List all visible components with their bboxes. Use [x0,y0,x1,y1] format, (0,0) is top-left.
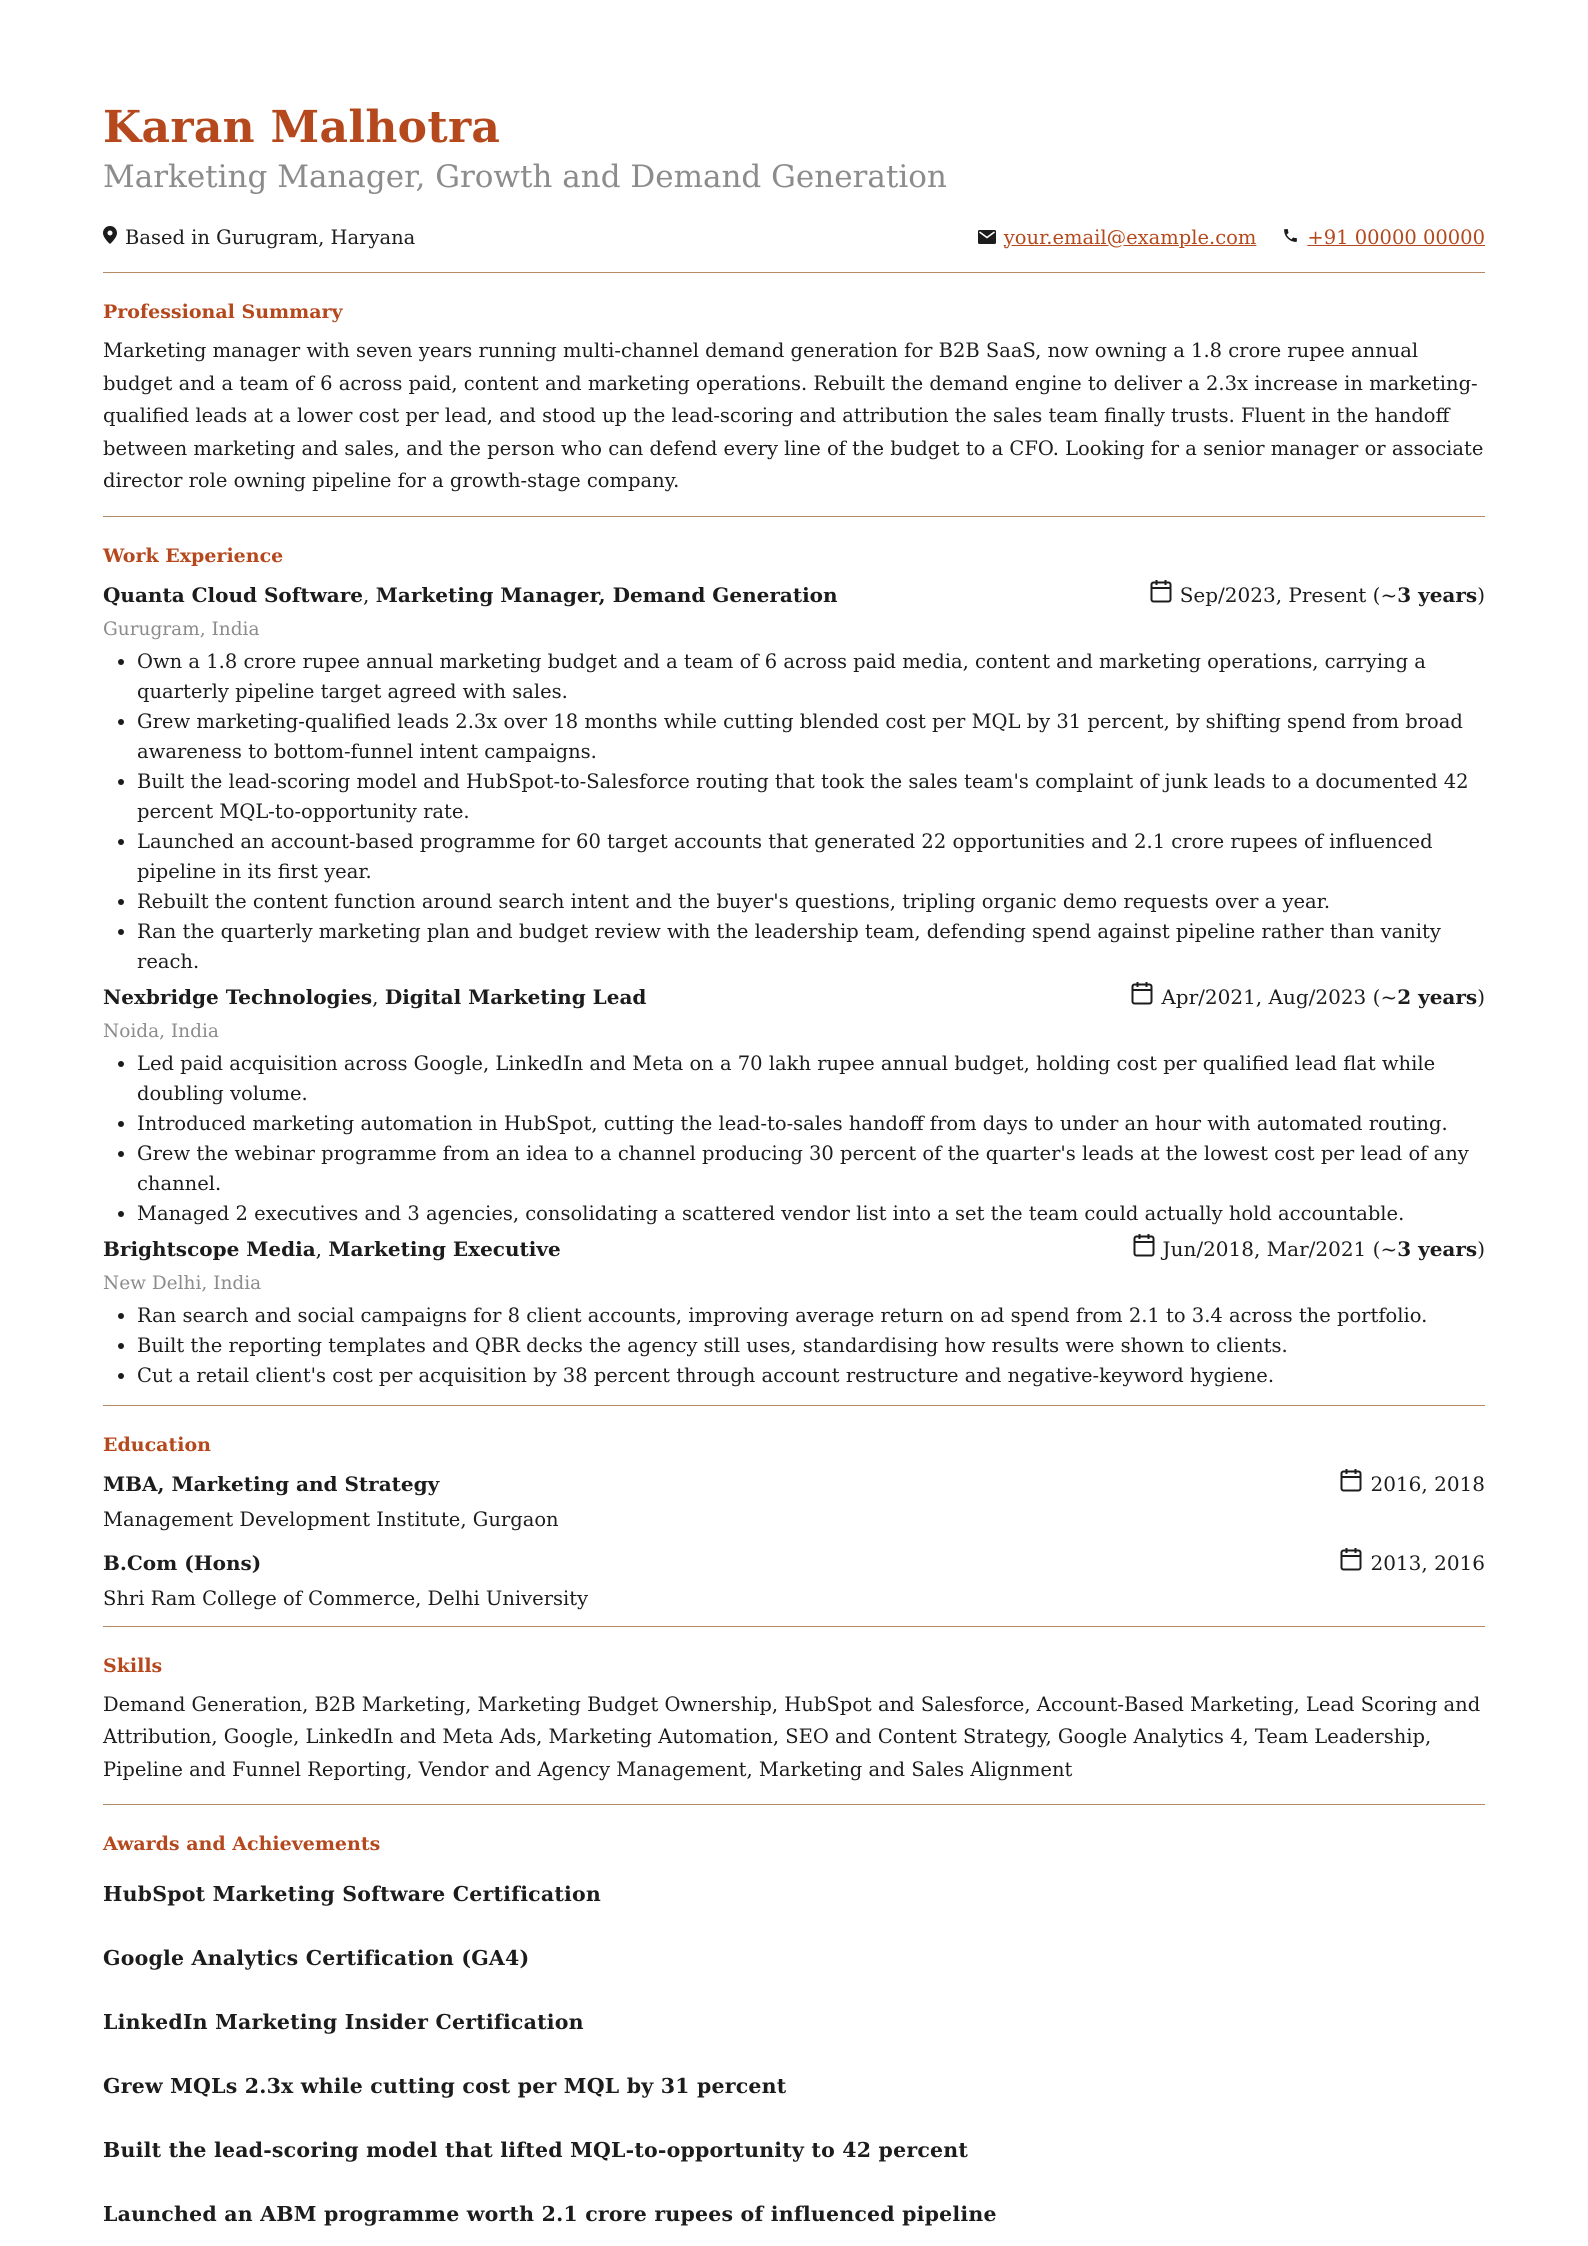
location-text: Based in Gurugram, Haryana [125,225,416,249]
job-bullets [103,1049,1485,1229]
education-dates [1340,1468,1485,1500]
education-header [103,1468,1485,1500]
degree-name: B.Com (Hons) [103,1550,262,1575]
job-date-range: Sep/2023, Present [1179,582,1367,607]
awards-list [103,1879,1485,2229]
degree-name: MBA, Marketing and Strategy [103,1471,440,1496]
job-bullets [103,1301,1485,1391]
jobs-list [103,579,1485,1391]
job-dates [1150,579,1485,611]
job-header [103,1233,1485,1265]
award-item: Launched an ABM programme worth 2.1 crore rupees of influenced pipeline [103,2202,997,2226]
experience-title: Work Experience [103,544,284,567]
calendar-icon [1131,981,1153,1013]
job-bullet: • Built the lead-scoring model and HubSpot-to-Salesforce routing that took the sales team's complaint of junk leads to a documented 42 percent MQL-to-opportunity rate. [137,767,1485,827]
skills-title: Skills [103,1654,163,1677]
company-name: Nexbridge Technologies [103,984,373,1009]
contact-row [103,220,1485,254]
calendar-icon [1133,1233,1155,1265]
job-title-line [103,1234,561,1264]
duration-suffix: ) [1477,1236,1485,1261]
job-bullet: • Cut a retail client's cost per acquisition by 38 percent through account restructure and negative-keyword hygiene. [137,1361,1485,1391]
job-bullet: • Rebuilt the content function around search intent and the buyer's questions, tripling organic demo requests over a year. [137,887,1485,917]
phone-icon [1282,226,1299,249]
education-title: Education [103,1433,211,1456]
candidate-name: Karan Malhotra [103,102,501,153]
job-bullet: • Introduced marketing automation in HubSpot, cutting the lead-to-sales handoff from days to under an hour with automated routing. [137,1109,1485,1139]
job-title-line [103,982,646,1012]
calendar-icon [1340,1468,1362,1500]
job-location: Gurugram, India [103,618,260,640]
divider [103,516,1485,517]
job-bullet: • Ran the quarterly marketing plan and budget review with the leadership team, defending spend against pipeline rather than vanity reach. [137,917,1485,977]
location-item [103,226,415,249]
company-name: Brightscope Media [103,1236,316,1261]
job-position: Marketing Executive [328,1236,561,1261]
job-title-line [103,580,838,610]
separator: , [363,582,376,607]
phone-link[interactable]: +91 00000 00000 [1307,225,1485,249]
job-duration: 3 years [1397,1236,1478,1261]
job-bullet: • Grew marketing-qualified leads 2.3x over 18 months while cutting blended cost per MQL by 31 percent, by shifting spend from broad awareness to bottom-funnel intent campaigns. [137,707,1485,767]
divider [103,272,1485,273]
awards-section [103,1831,1485,2229]
separator: , [315,1236,329,1261]
education-date-range: 2016, 2018 [1370,1471,1485,1496]
phone-item [1282,226,1485,249]
awards-title: Awards and Achievements [103,1833,381,1855]
job-duration: 2 years [1397,984,1478,1009]
award-item: Google Analytics Certification (GA4) [103,1946,530,1970]
email-item [978,226,1257,249]
institution-name: Shri Ram College of Commerce, Delhi University [103,1586,589,1610]
divider [103,1804,1485,1805]
job-dates [1133,1233,1485,1265]
education-date-range: 2013, 2016 [1370,1550,1485,1575]
job-location: New Delhi, India [103,1272,262,1294]
job-position: Digital Marketing Lead [384,984,647,1009]
award-item: LinkedIn Marketing Insider Certification [103,2010,584,2034]
award-item: Built the lead-scoring model that lifted MQL-to-opportunity to 42 percent [103,2138,969,2162]
job-bullet: • Own a 1.8 crore rupee annual marketing budget and a team of 6 across paid media, content and marketing operations, carrying a quarterly pipeline target agreed with sales. [137,647,1485,707]
award-item: Grew MQLs 2.3x while cutting cost per MQL by 31 percent [103,2074,787,2098]
company-name: Quanta Cloud Software [103,582,364,607]
calendar-icon [1150,579,1172,611]
duration-prefix: (~ [1366,1236,1398,1261]
job-location: Noida, India [103,1020,219,1042]
experience-section [103,543,1485,1391]
education-list [103,1468,1485,1614]
education-dates [1340,1547,1485,1579]
skills-section [103,1653,1485,1787]
calendar-icon [1340,1547,1362,1579]
duration-suffix: ) [1477,582,1485,607]
job-bullet: • Launched an account-based programme for 60 target accounts that generated 22 opportunities and 2.1 crore rupees of influenced pipeline in its first year. [137,827,1485,887]
duration-suffix: ) [1477,984,1485,1009]
job-date-range: Apr/2021, Aug/2023 [1161,984,1367,1009]
job-header [103,579,1485,611]
job-duration: 3 years [1397,582,1478,607]
summary-text: Marketing manager with seven years running multi-channel demand generation for B2B SaaS, now owning a 1.8 crore rupee annual budget and a team of 6 across paid, content and marketing operations. Rebuilt the demand engine to deliver a 2.3x increase in marketing-qualified leads at a lower cost per lead, and stood up the lead-scoring and attribution the sales team finally trusts. Fluent in the handoff between marketing and sales, and the person who can defend every line of the budget to a CFO. Looking for a senior manager or associate director role owning pipeline for a growth-stage company. [103,339,1484,492]
job-bullet: • Built the reporting templates and QBR decks the agency still uses, standardising how results were shown to clients. [137,1331,1485,1361]
award-item: HubSpot Marketing Software Certification [103,1882,601,1906]
job-bullet: • Led paid acquisition across Google, LinkedIn and Meta on a 70 lakh rupee annual budget, holding cost per qualified lead flat while doubling volume. [137,1049,1485,1109]
separator: , [372,984,385,1009]
job-bullet: • Grew the webinar programme from an idea to a channel producing 30 percent of the quarter's leads at the lowest cost per lead of any channel. [137,1139,1485,1199]
duration-prefix: (~ [1366,984,1398,1009]
email-link[interactable]: your.email@example.com [1003,225,1257,249]
job-bullet: • Ran search and social campaigns for 8 client accounts, improving average return on ad spend from 2.1 to 3.4 across the portfolio. [137,1301,1485,1331]
map-pin-icon [103,226,117,249]
job-dates [1131,981,1485,1013]
education-section [103,1432,1485,1614]
job-header [103,981,1485,1013]
summary-section [103,299,1485,498]
job-bullets [103,647,1485,977]
divider [103,1626,1485,1627]
job-date-range: Jun/2018, Mar/2021 [1162,1236,1367,1261]
education-header [103,1547,1485,1579]
divider [103,1405,1485,1406]
job-position: Marketing Manager, Demand Generation [375,582,838,607]
job-bullet: • Managed 2 executives and 3 agencies, consolidating a scattered vendor list into a set the team could actually hold accountable. [137,1199,1485,1229]
duration-prefix: (~ [1366,582,1398,607]
skills-text: Demand Generation, B2B Marketing, Marketing Budget Ownership, HubSpot and Salesforce, Account-Based Marketing, Lead Scoring and Attribution, Google, LinkedIn and Meta Ads, Marketing Automation, SEO and Content Strategy, Google Analytics 4, Team Leadership, Pipeline and Funnel Reporting, Vendor and Agency Management, Marketing and Sales Alignment [103,1692,1481,1781]
candidate-role: Marketing Manager, Growth and Demand Generation [103,159,947,195]
summary-title: Professional Summary [103,301,343,323]
contact-links [952,226,1485,249]
institution-name: Management Development Institute, Gurgaon [103,1507,559,1531]
envelope-icon [978,226,996,249]
